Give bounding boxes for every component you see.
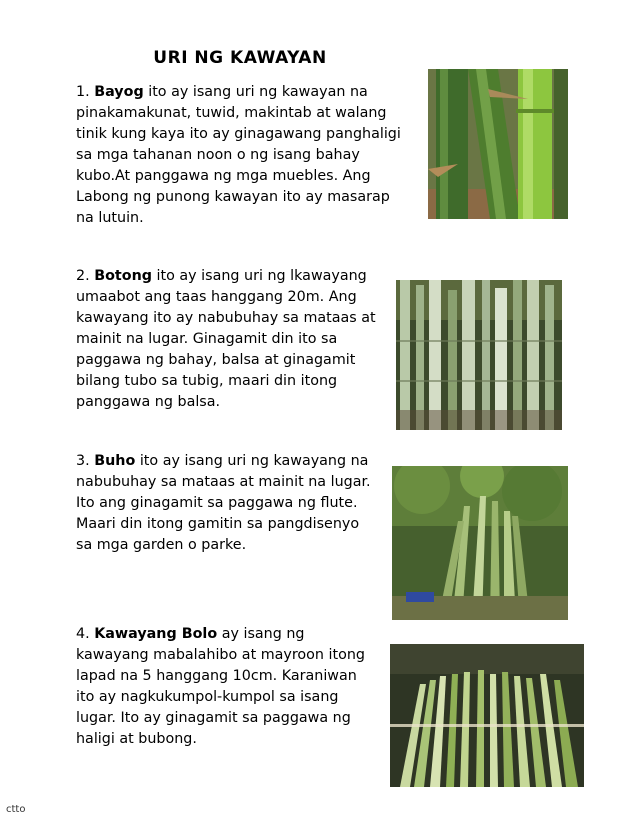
entry-line: haligi at bubong. [76,731,197,747]
entry-line: Ito ang ginagamit sa paggawa ng flute. [76,495,358,511]
entry-kawayang-bolo [76,624,365,750]
entry-name: Buho [94,453,136,469]
entry-line: na lutuin. [76,210,144,226]
botong-photo [396,280,562,430]
entry-line: bilang tubo sa tubig, maari din itong [76,373,338,389]
entry-name: Bayog [94,84,144,100]
entry-line: kawayang ito ay nabubuhay sa mataas at [76,310,376,326]
entry-line: 2. Botong ito ay isang uri ng lkawayang [76,268,367,284]
entry-buho [76,451,371,556]
entry-line: sa mga tahanan noon o ng isang bahay [76,147,360,163]
bayog-photo [428,69,568,219]
kawayang-bolo-photo [390,644,584,787]
entry-line: mainit na lugar. Ginagamit din ito sa [76,331,338,347]
entry-line: paggawa ng bahay, balsa at ginagamit [76,352,356,368]
entry-line: 1. Bayog ito ay isang uri ng kawayan na [76,84,368,100]
entry-line: panggawa ng balsa. [76,394,221,410]
entry-line: ito ay nagkukumpol-kumpol sa isang [76,689,339,705]
entry-line: umaabot ang taas hanggang 20m. Ang [76,289,357,305]
entry-line: 3. Buho ito ay isang uri ng kawayang na [76,453,369,469]
entry-line: pinakamakunat, tuwid, makintab at walang [76,105,387,121]
page-title: URI NG KAWAYAN [153,48,327,68]
entry-line: lugar. Ito ay ginagamit sa paggawa ng [76,710,351,726]
entry-line: Labong ng punong kawayan ito ay masarap [76,189,390,205]
entry-line: 4. Kawayang Bolo ay isang ng [76,626,305,642]
entry-line: lapad na 5 hanggang 10cm. Karaniwan [76,668,357,684]
buho-photo [392,466,568,620]
entry-line: kubo.At panggawa ng mga muebles. Ang [76,168,371,184]
entry-name: Botong [94,268,152,284]
entry-line: kawayang mabalahibo at mayroon itong [76,647,365,663]
entry-name: Kawayang Bolo [94,626,218,642]
credit-note: ctto [6,804,26,815]
entry-bayog [76,82,401,229]
entry-line: sa mga garden o parke. [76,537,247,553]
entry-line: tinik kung kaya ito ay ginagawang panghaligi [76,126,401,142]
entry-botong [76,266,376,413]
entry-line: Maari din itong gamitin sa pangdisenyo [76,516,360,532]
entry-line: nabubuhay sa mataas at mainit na lugar. [76,474,371,490]
